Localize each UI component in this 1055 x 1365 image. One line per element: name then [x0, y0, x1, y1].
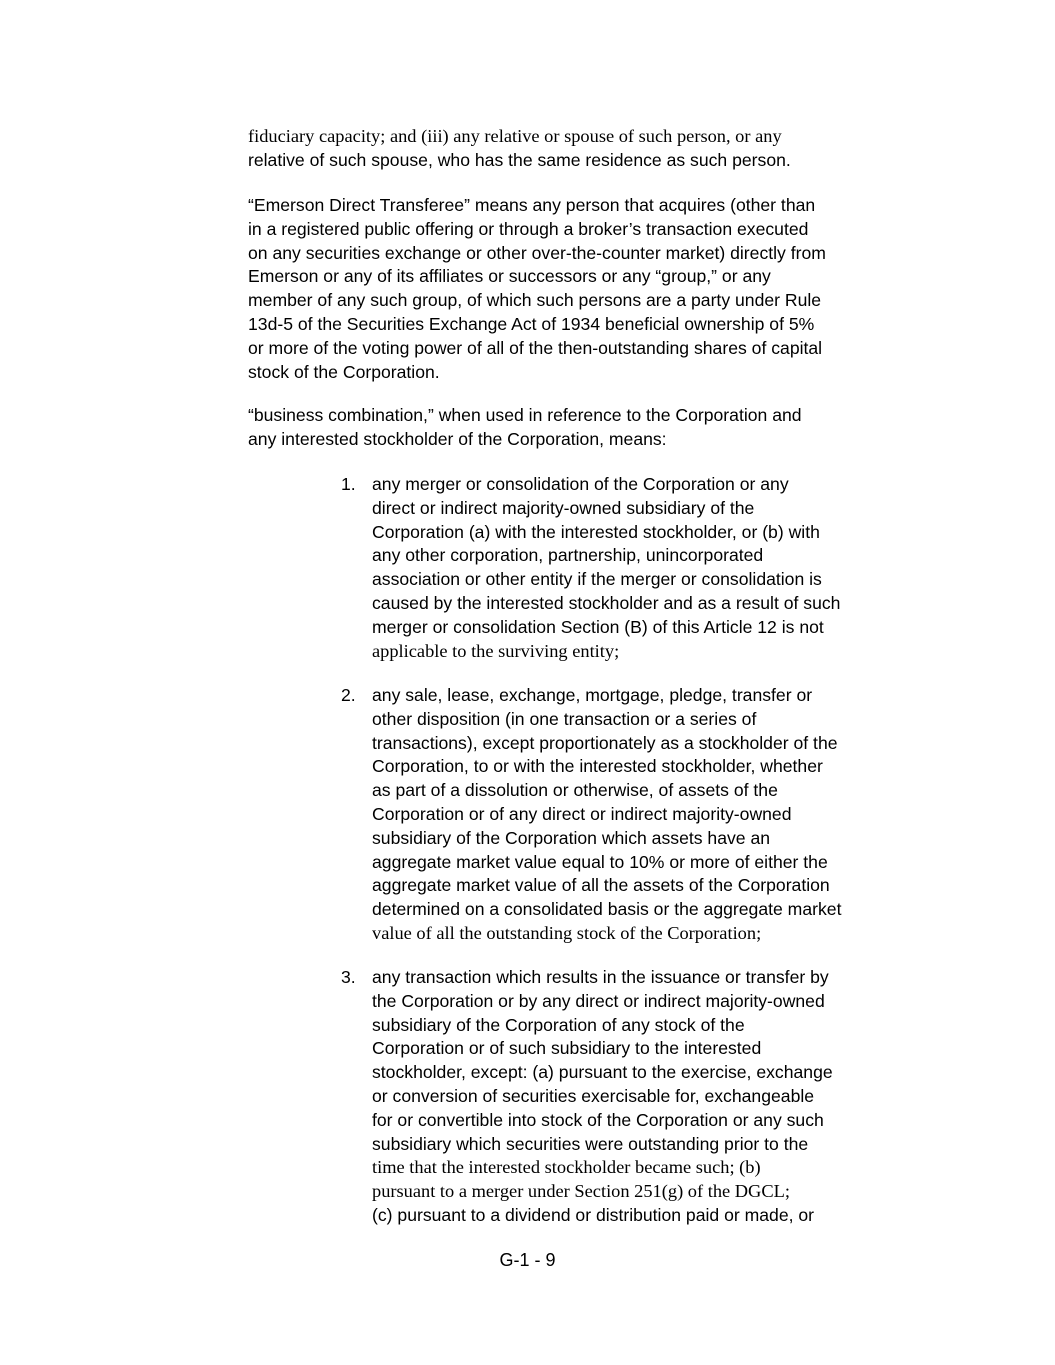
text-line: relative of such spouse, who has the same residence as such person. — [248, 149, 791, 170]
text-line: or conversion of securities exercisable for, exchangeable — [372, 1085, 815, 1106]
text-line: pursuant to a merger under Section 251(g) of the DGCL; — [372, 1181, 790, 1202]
paragraph-emerson-direct-transferee — [248, 194, 873, 384]
text-line: Corporation, to or with the interested stockholder, whether — [372, 756, 823, 777]
text-line: aggregate market value of all the assets of the Corporation — [372, 875, 830, 896]
text-line: 13d-5 of the Securities Exchange Act of 1934 beneficial ownership of 5% — [248, 313, 815, 334]
text-line: merger or consolidation Section (B) of this Article 12 is not — [372, 616, 824, 637]
text-line: fiduciary capacity; and (iii) any relative or spouse of such person, or any — [248, 126, 782, 146]
text-line: value of all the outstanding stock of the Corporation; — [372, 922, 762, 943]
list-item-text — [372, 966, 876, 1228]
list-item-text — [372, 473, 876, 663]
text-line: other disposition (in one transaction or a series of — [372, 708, 757, 729]
text-line: applicable to the surviving entity; — [372, 640, 620, 661]
text-line: subsidiary of the Corporation which assets have an — [372, 827, 771, 848]
text-line: any interested stockholder of the Corporation, means: — [248, 428, 667, 449]
paragraph-business-combination — [248, 404, 873, 452]
paragraph-fiduciary — [248, 125, 873, 173]
text-line: caused by the interested stockholder and as a result of such — [372, 592, 841, 613]
text-line: association or other entity if the merger or consolidation is — [372, 569, 822, 590]
text-line: member of any such group, of which such persons are a party under Rule — [248, 290, 822, 311]
text-line: (c) pursuant to a dividend or distribution paid or made, or — [372, 1204, 815, 1225]
text-line: in a registered public offering or through a broker’s transaction executed — [248, 218, 809, 239]
text-line: the Corporation or by any direct or indirect majority-owned — [372, 990, 825, 1011]
text-line: stockholder, except: (a) pursuant to the exercise, exchange — [372, 1062, 833, 1083]
text-line: any transaction which results in the issuance or transfer by — [372, 967, 829, 987]
page-number: G-1 - 9 — [499, 1250, 556, 1270]
text-line: on any securities exchange or other over-the-counter market) directly from — [248, 242, 826, 263]
text-line: Corporation (a) with the interested stockholder, or (b) with — [372, 521, 820, 542]
text-line: “Emerson Direct Transferee” means any person that acquires (other than — [248, 195, 816, 215]
text-line: for or convertible into stock of the Corporation or any such — [372, 1109, 824, 1130]
list-item-text — [372, 684, 876, 946]
text-line: subsidiary of the Corporation of any stock of the — [372, 1014, 745, 1035]
text-line: aggregate market value equal to 10% or more of either the — [372, 851, 828, 872]
text-line: Corporation or of such subsidiary to the interested — [372, 1038, 762, 1059]
text-line: direct or indirect majority-owned subsidiary of the — [372, 497, 755, 518]
text-line: “business combination,” when used in reference to the Corporation and — [248, 405, 802, 425]
text-line: time that the interested stockholder became such; (b) — [372, 1157, 761, 1178]
text-line: any other corporation, partnership, unincorporated — [372, 545, 764, 566]
text-line: any merger or consolidation of the Corporation or any — [372, 474, 789, 494]
text-line: stock of the Corporation. — [248, 361, 440, 382]
text-line: transactions), except proportionately as a stockholder of the — [372, 732, 838, 753]
text-line: Emerson or any of its affiliates or successors or any “group,” or any — [248, 266, 771, 287]
text-line: any sale, lease, exchange, mortgage, pledge, transfer or — [372, 685, 813, 705]
list-item-number: 2. — [341, 685, 356, 705]
text-line: Corporation or of any direct or indirect majority-owned — [372, 803, 792, 824]
text-line: determined on a consolidated basis or the aggregate market — [372, 899, 842, 920]
list-item-number: 3. — [341, 967, 356, 987]
text-line: subsidiary which securities were outstanding prior to the — [372, 1133, 809, 1154]
list-item-number: 1. — [341, 474, 356, 494]
text-line: or more of the voting power of all of the then-outstanding shares of capital — [248, 337, 823, 358]
text-line: as part of a dissolution or otherwise, of assets of the — [372, 780, 778, 801]
